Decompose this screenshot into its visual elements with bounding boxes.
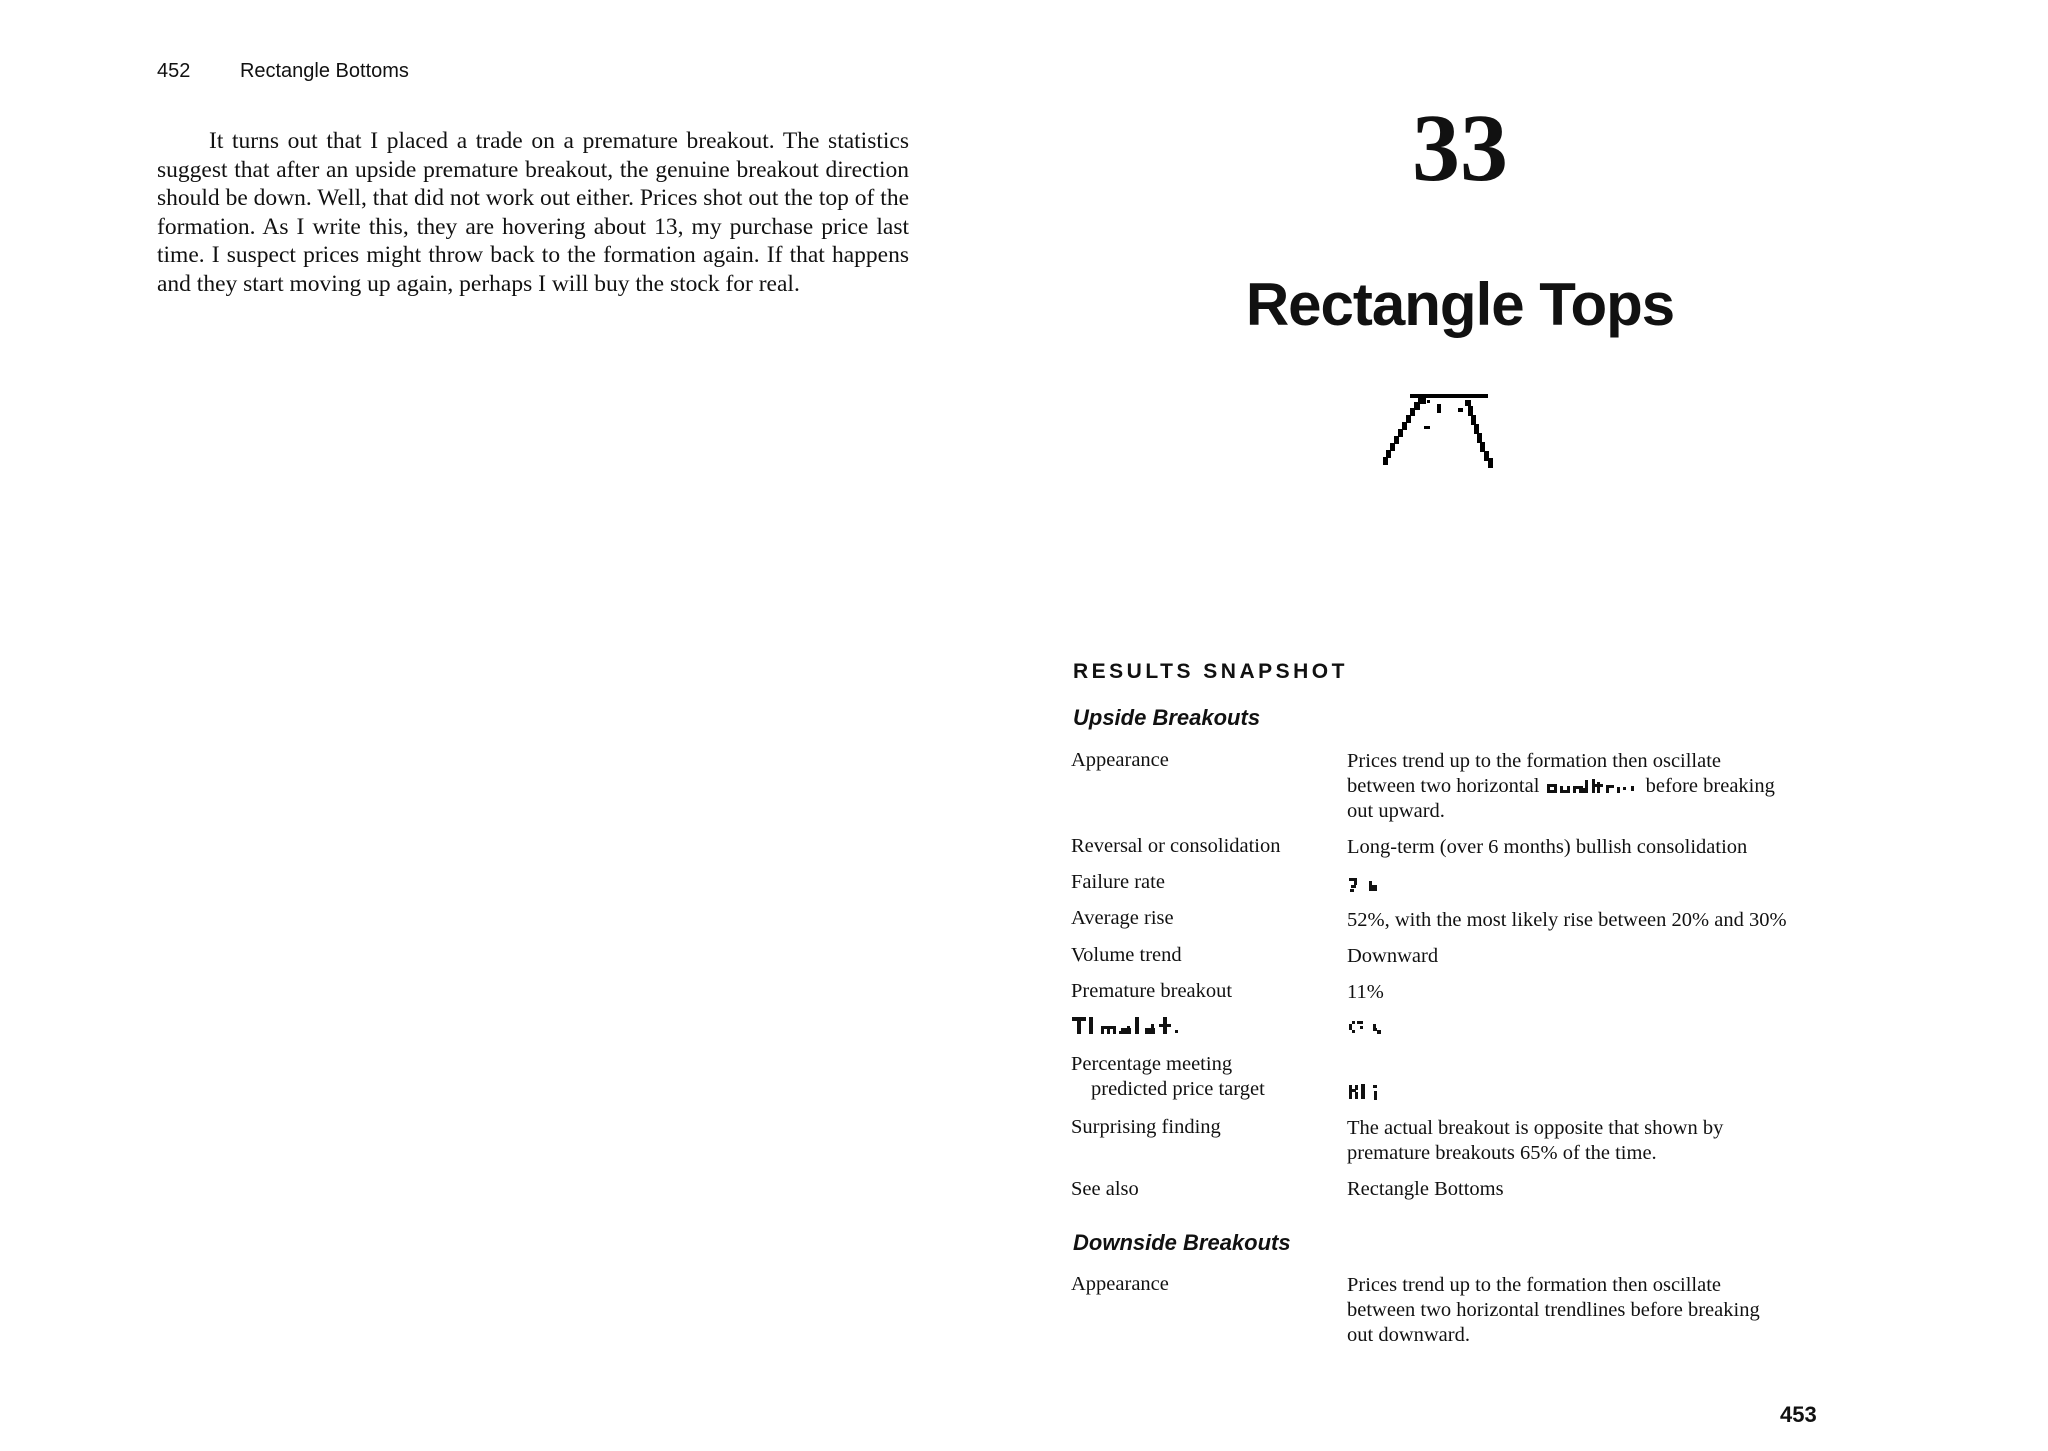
upside-breakouts-heading: Upside Breakouts (1073, 705, 1261, 730)
percentage-meeting-value (1347, 1079, 1827, 1104)
throwback-label (1071, 1012, 1341, 1037)
appearance-label: Appearance (1071, 749, 1169, 771)
failure-rate-value (1347, 872, 1827, 897)
premature-breakout-value: 11% (1347, 981, 1384, 1003)
reversal-value: Long-term (over 6 months) bullish consolidation (1347, 836, 1748, 858)
left-page-number: 452 (157, 60, 191, 82)
chapter-title: Rectangle Tops (1245, 271, 1675, 338)
surprising-finding-label: Surprising finding (1071, 1116, 1221, 1138)
percentage-label-line: Percentage meeting (1071, 1053, 1233, 1075)
downside-appearance-line: out downward. (1347, 1324, 1470, 1346)
throwback-value (1347, 1015, 1827, 1040)
rectangle-top-pattern-icon (1380, 388, 1514, 488)
volume-trend-label: Volume trend (1071, 944, 1182, 966)
percentage-label-line: predicted price target (1091, 1078, 1265, 1100)
downside-breakouts-heading: Downside Breakouts (1073, 1230, 1291, 1255)
garbled-value-glyph (1347, 1081, 1387, 1103)
average-rise-value: 52%, with the most likely rise between 20% and 30% (1347, 909, 1787, 931)
garbled-value-glyph (1347, 1018, 1387, 1038)
body-paragraph: It turns out that I placed a trade on a premature breakout. The statistics suggest that after an upside premature breakout, the genuine breakout direction should be down. Well, that did not work out either. Prices shot out the top of the formation. As I write this, they are hovering about 13, my purchase price last time. I suspect prices might throw back to the formation again. If that happens and they start moving up again, perhaps I will buy the stock for real. (157, 128, 909, 297)
premature-breakout-label: Premature breakout (1071, 980, 1233, 1002)
appearance-line: Prices trend up to the formation then oscillate (1347, 750, 1722, 772)
running-title: Rectangle Bottoms (239, 60, 409, 82)
see-also-value: Rectangle Bottoms (1347, 1178, 1504, 1200)
appearance-line (1347, 774, 1827, 799)
appearance-text: between two horizontal (1347, 775, 1540, 797)
garbled-value-glyph (1347, 875, 1383, 895)
results-snapshot-heading: RESULTS SNAPSHOT (1073, 660, 1348, 683)
appearance-line: out upward. (1347, 800, 1445, 822)
downside-appearance-label: Appearance (1071, 1273, 1169, 1295)
reversal-label: Reversal or consolidation (1071, 835, 1281, 857)
garbled-label-glyph (1071, 1014, 1193, 1036)
downside-appearance-line: between two horizontal trendlines before breaking (1347, 1299, 1760, 1321)
percentage-meeting-label (1071, 1052, 1341, 1102)
see-also-label: See also (1071, 1178, 1139, 1200)
chapter-number: 33 (1412, 94, 1508, 201)
volume-trend-value: Downward (1347, 945, 1439, 967)
garbled-word-glyph (1545, 778, 1641, 796)
surprising-finding-value (1347, 1116, 1827, 1166)
average-rise-label: Average rise (1071, 907, 1174, 929)
appearance-value (1347, 749, 1827, 824)
surprising-line: The actual breakout is opposite that shown by (1347, 1117, 1724, 1139)
surprising-line: premature breakouts 65% of the time. (1347, 1142, 1657, 1164)
running-head (157, 60, 409, 83)
right-page-number: 453 (1780, 1402, 1817, 1427)
appearance-text: before breaking (1645, 775, 1775, 797)
downside-appearance-value (1347, 1273, 1827, 1348)
failure-rate-label: Failure rate (1071, 871, 1165, 893)
downside-appearance-line: Prices trend up to the formation then oscillate (1347, 1274, 1722, 1296)
